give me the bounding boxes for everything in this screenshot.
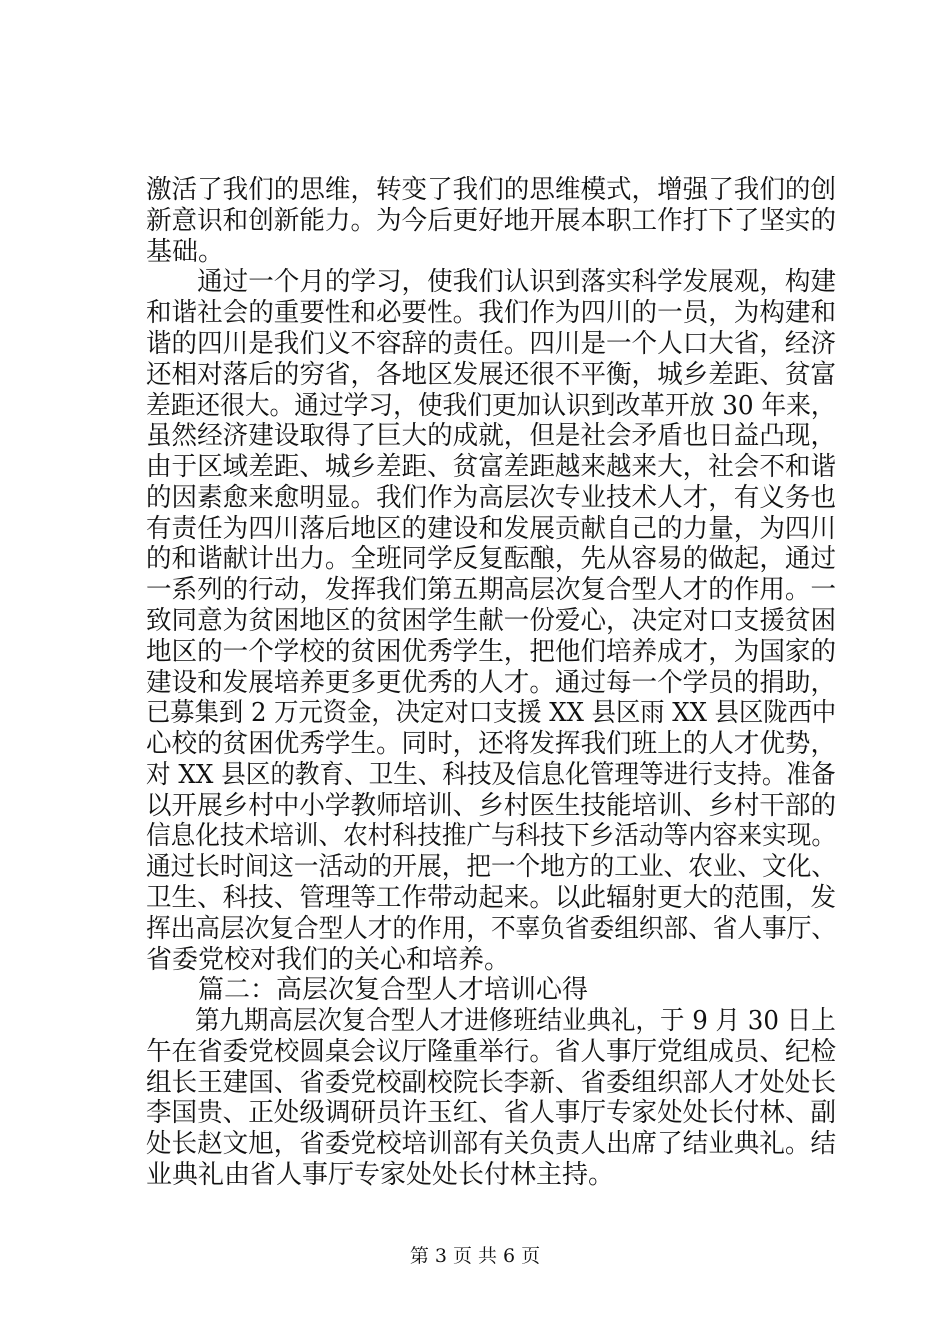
text-line: 省委党校对我们的关心和培养。	[146, 944, 511, 975]
text-line: 挥出高层次复合型人才的作用，不辜负省委组织部、省人事厅、	[146, 913, 837, 944]
text-line: 以开展乡村中小学教师培训、乡村医生技能培训、乡村干部的	[146, 790, 837, 821]
text-line: 第九期高层次复合型人才进修班结业典礼，于 9 月 30 日上	[146, 1006, 836, 1037]
text-line: 午在省委党校圆桌会议厅隆重举行。省人事厅党组成员、纪检	[146, 1036, 837, 1067]
text-line: 激活了我们的思维，转变了我们的思维模式，增强了我们的创	[146, 175, 837, 205]
text-line: 基础。	[146, 236, 225, 267]
text-line: 卫生、科技、管理等工作带动起来。以此辐射更大的范围，发	[146, 882, 837, 913]
text-line: 通过一个月的学习，使我们认识到落实科学发展观，构建	[146, 267, 837, 298]
text-line: 组长王建国、省委党校副校院长李新、省委组织部人才处处长	[146, 1067, 837, 1098]
text-line: 处长赵文旭，省委党校培训部有关负责人出席了结业典礼。结	[146, 1129, 837, 1160]
text-line: 还相对落后的穷省，各地区发展还很不平衡，城乡差距、贫富	[146, 359, 837, 390]
text-line: 通过长时间这一活动的开展，把一个地方的工业、农业、文化、	[146, 852, 837, 883]
text-line: 信息化技术培训、农村科技推广与科技下乡活动等内容来实现。	[146, 821, 837, 852]
text-line: 一系列的行动，发挥我们第五期高层次复合型人才的作用。一	[146, 575, 837, 606]
text-line: 有责任为四川落后地区的建设和发展贡献自己的力量，为四川	[146, 513, 837, 544]
text-line: 和谐社会的重要性和必要性。我们作为四川的一员，为构建和	[146, 298, 837, 329]
text-line: 建设和发展培养更多更优秀的人才。通过每一个学员的捐助，	[146, 667, 837, 698]
text-line: 对 XX 县区的教育、卫生、科技及信息化管理等进行支持。准备	[146, 759, 836, 790]
text-line: 由于区域差距、城乡差距、贫富差距越来越来大，社会不和谐	[146, 452, 837, 482]
page-number-footer: 第 3 页 共 6 页	[409, 1245, 541, 1267]
text-line: 的和谐献计出力。全班同学反复酝酿，先从容易的做起，通过	[146, 544, 837, 575]
section-heading: 篇二：高层次复合型人才培训心得	[146, 975, 589, 1006]
text-line: 新意识和创新能力。为今后更好地开展本职工作打下了坚实的	[146, 205, 837, 236]
text-line: 业典礼由省人事厅专家处处长付林主持。	[146, 1160, 615, 1190]
text-line: 心校的贫困优秀学生。同时，还将发挥我们班上的人才优势，	[146, 729, 837, 759]
text-line: 已募集到 2 万元资金，决定对口支援 XX 县区雨 XX 县区陇西中	[146, 698, 837, 729]
text-line: 谐的四川是我们义不容辞的责任。四川是一个人口大省，经济	[146, 328, 837, 359]
text-line: 地区的一个学校的贫困优秀学生，把他们培养成才，为国家的	[146, 636, 837, 667]
text-line: 的因素愈来愈明显。我们作为高层次专业技术人才，有义务也	[146, 482, 837, 513]
text-line: 致同意为贫困地区的贫困学生献一份爱心，决定对口支援贫困	[146, 605, 837, 636]
text-line: 差距还很大。通过学习，使我们更加认识到改革开放 30 年来，	[146, 390, 836, 421]
text-line: 虽然经济建设取得了巨大的成就，但是社会矛盾也日益凸现，	[146, 421, 837, 452]
text-line: 李国贵、正处级调研员许玉红、省人事厅专家处处长付林、副	[146, 1098, 837, 1129]
